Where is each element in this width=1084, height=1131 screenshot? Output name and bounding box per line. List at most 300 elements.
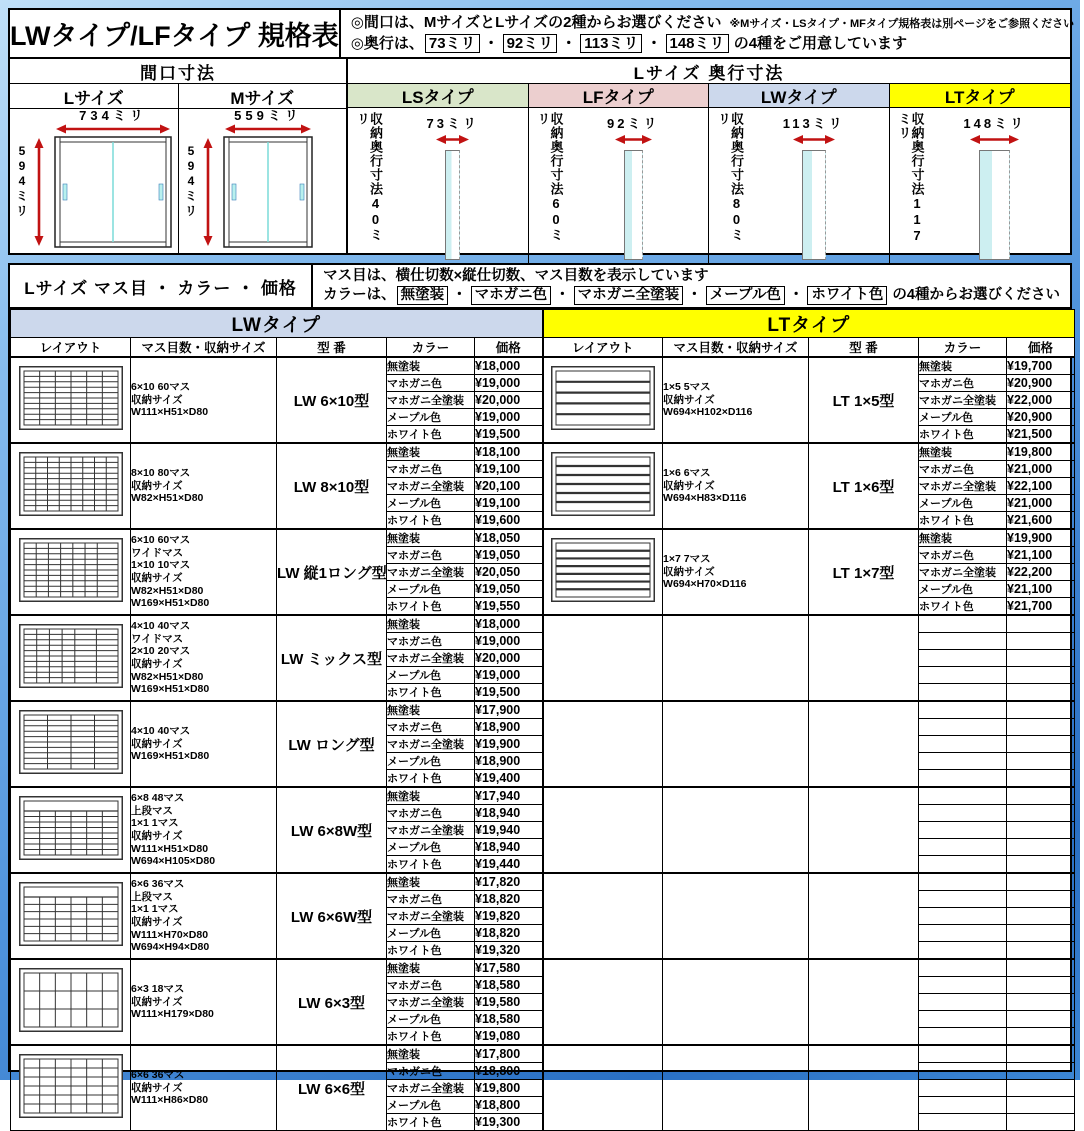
lw-color-name: 無塗装 <box>387 1045 475 1063</box>
lt-size-spec <box>663 615 809 701</box>
depth-type-header: LSタイプ <box>348 84 529 108</box>
lt-price-value <box>1007 633 1075 650</box>
lw-color-name: メープル色 <box>387 667 475 684</box>
lw-color-name: ホワイト色 <box>387 598 475 616</box>
depth-width-label: 92ミリ <box>607 116 660 131</box>
lw-color-name: メープル色 <box>387 495 475 512</box>
lw-size-spec <box>131 959 277 1045</box>
svg-text:ミ: ミ <box>16 189 29 203</box>
lw-color-name: 無塗装 <box>387 357 475 375</box>
depth-bar <box>445 150 460 260</box>
lw-color-name: マホガニ色 <box>387 805 475 822</box>
lt-price-value: ¥21,100 <box>1007 547 1075 564</box>
lw-model-number: LW 6×3型 <box>277 959 387 1045</box>
lt-color-name <box>919 1114 1007 1131</box>
lw-color-name: ホワイト色 <box>387 1114 475 1131</box>
size-spec-line: 収納サイズ <box>131 479 183 492</box>
lw-price-value: ¥18,000 <box>475 357 543 375</box>
lw-price-value: ¥18,000 <box>475 615 543 633</box>
lt-color-name: マホガニ色 <box>919 375 1007 392</box>
lw-color-name: メープル色 <box>387 753 475 770</box>
column-header: マス目数・収納サイズ <box>663 338 809 358</box>
lw-model-number: LW 6×10型 <box>277 357 387 443</box>
lt-model-number: LT 1×7型 <box>809 529 919 615</box>
lw-color-name: 無塗装 <box>387 701 475 719</box>
lt-model-number <box>809 873 919 959</box>
lw-color-name: メープル色 <box>387 1097 475 1114</box>
lt-size-spec <box>663 443 809 529</box>
option-separator: ・ <box>646 34 662 52</box>
table-row <box>11 787 1075 805</box>
size-spec-line: 6×8 48マス <box>131 792 185 805</box>
size-spec-line: 6×3 18マス <box>131 983 185 996</box>
svg-text:9: 9 <box>18 159 26 173</box>
depth-width-arrow <box>436 132 469 150</box>
width-size-headers <box>10 84 346 109</box>
option-separator: ・ <box>452 287 467 303</box>
lt-price-value: ¥22,100 <box>1007 478 1075 495</box>
lt-price-value <box>1007 1097 1075 1114</box>
size-spec-line: W111×H86×D80 <box>131 1094 209 1107</box>
lw-price-value: ¥18,820 <box>475 925 543 942</box>
depth-section-title: Lサイズ 奥行寸法 <box>348 59 1070 84</box>
depth-bar <box>979 150 1010 260</box>
lw-price-value: ¥19,000 <box>475 633 543 650</box>
color-note-suffix: の4種からお選びください <box>888 287 1060 303</box>
column-header: レイアウト <box>543 338 663 358</box>
width-section <box>10 59 348 253</box>
lw-price-value: ¥18,940 <box>475 839 543 856</box>
lw-price-value: ¥18,900 <box>475 753 543 770</box>
size-spec-line: W694×H94×D80 <box>131 941 210 954</box>
lw-color-name: メープル色 <box>387 409 475 426</box>
lt-layout-thumbnail <box>543 443 663 529</box>
depth-width-label: 113ミリ <box>782 116 845 131</box>
lw-color-name: 無塗装 <box>387 529 475 547</box>
lt-model-number <box>809 1045 919 1131</box>
lt-color-name <box>919 736 1007 753</box>
lw-color-name: マホガニ全塗装 <box>387 994 475 1011</box>
lw-price-value: ¥19,400 <box>475 770 543 788</box>
lt-color-name: メープル色 <box>919 495 1007 512</box>
lt-model-number <box>809 959 919 1045</box>
lt-size-spec <box>663 1045 809 1131</box>
price-table-block <box>8 263 1072 1129</box>
lt-price-value <box>1007 753 1075 770</box>
lw-color-name: ホワイト色 <box>387 512 475 530</box>
size-spec-line: 1×1 1マス <box>131 817 179 830</box>
depth-bar <box>802 150 826 260</box>
lw-price-value: ¥19,000 <box>475 375 543 392</box>
lw-color-name: マホガニ全塗装 <box>387 650 475 667</box>
table-row <box>11 701 1075 719</box>
size-spec-line: W82×H51×D80 <box>131 670 204 683</box>
lt-color-name: メープル色 <box>919 409 1007 426</box>
lt-color-name: マホガニ全塗装 <box>919 478 1007 495</box>
lw-model-number: LW ロング型 <box>277 701 387 787</box>
size-spec-line: W169×H51×D80 <box>131 597 210 610</box>
lt-color-name <box>919 650 1007 667</box>
size-spec-line: 収納サイズ <box>131 737 183 750</box>
lt-model-number <box>809 615 919 701</box>
lt-size-spec <box>663 787 809 873</box>
lw-color-name: ホワイト色 <box>387 426 475 444</box>
lw-price-value: ¥19,500 <box>475 426 543 444</box>
size-spec-line: W111×H51×D80 <box>131 842 209 855</box>
price-section-notes <box>313 265 1070 307</box>
lw-color-name: マホガニ色 <box>387 891 475 908</box>
lw-price-value: ¥20,000 <box>475 650 543 667</box>
size-spec-line: 収納サイズ <box>131 830 183 842</box>
lt-price-value <box>1007 805 1075 822</box>
svg-text:4: 4 <box>187 174 195 188</box>
size-spec-line: W169×H51×D80 <box>131 683 210 696</box>
lt-price-value: ¥21,500 <box>1007 426 1075 444</box>
depth-options-list <box>424 35 730 52</box>
size-spec-line: 収納サイズ <box>131 572 183 584</box>
column-header: 型 番 <box>277 338 387 358</box>
lw-color-name: マホガニ全塗装 <box>387 736 475 753</box>
lw-color-name: メープル色 <box>387 581 475 598</box>
depth-diagram <box>890 108 1071 264</box>
lt-price-value <box>1007 856 1075 874</box>
table-row <box>11 443 1075 461</box>
note1-sub: ※Mサイズ・LSタイプ・MFタイプ規格表は別ページをご参照ください <box>729 18 1075 31</box>
lt-color-name <box>919 1097 1007 1114</box>
lw-color-name: メープル色 <box>387 839 475 856</box>
lt-color-name <box>919 701 1007 719</box>
size-spec-line: W694×H70×D116 <box>663 578 747 591</box>
color-note <box>323 286 1060 305</box>
lw-price-value: ¥19,900 <box>475 736 543 753</box>
lw-color-name: ホワイト色 <box>387 1028 475 1046</box>
lt-price-value: ¥19,900 <box>1007 529 1075 547</box>
layout-grid-svg <box>19 538 123 602</box>
lt-color-name <box>919 822 1007 839</box>
lt-size-spec <box>663 873 809 959</box>
lt-model-number <box>809 701 919 787</box>
lw-price-value: ¥20,000 <box>475 392 543 409</box>
lw-price-value: ¥18,800 <box>475 1063 543 1080</box>
boxed-option: ホワイト色 <box>807 286 887 305</box>
svg-text:734ミリ: 734ミリ <box>79 108 148 123</box>
lt-color-name: マホガニ色 <box>919 547 1007 564</box>
lw-color-name: ホワイト色 <box>387 942 475 960</box>
lw-model-number: LW 8×10型 <box>277 443 387 529</box>
depth-bar-diagram <box>563 112 705 260</box>
lw-color-name: マホガニ色 <box>387 461 475 478</box>
lw-price-value: ¥20,050 <box>475 564 543 581</box>
size-spec-line: W111×H51×D80 <box>131 406 209 419</box>
lt-price-value <box>1007 736 1075 753</box>
lt-color-name <box>919 942 1007 960</box>
page-title: LWタイプ/LFタイプ 規格表 <box>10 10 341 57</box>
lw-color-name: ホワイト色 <box>387 684 475 702</box>
masume-note: マス目は、横仕切数×縦仕切数、マス目数を表示しています <box>323 268 709 285</box>
depth-bar-diagram <box>382 112 524 260</box>
size-spec-line: W111×H179×D80 <box>131 1008 214 1021</box>
header-notes <box>341 10 1084 57</box>
lt-model-number: LT 1×6型 <box>809 443 919 529</box>
lt-color-name <box>919 719 1007 736</box>
lw-color-name: 無塗装 <box>387 787 475 805</box>
lt-price-value <box>1007 1045 1075 1063</box>
size-spec-line: W82×H51×D80 <box>131 492 204 505</box>
lw-color-name: ホワイト色 <box>387 770 475 788</box>
lt-color-name <box>919 959 1007 977</box>
lt-price-value <box>1007 787 1075 805</box>
lw-price-value: ¥18,800 <box>475 1097 543 1114</box>
lw-color-name: マホガニ全塗装 <box>387 1080 475 1097</box>
option-separator: ・ <box>788 287 804 303</box>
size-spec-line: 収納サイズ <box>663 393 715 406</box>
lt-price-value <box>1007 977 1075 994</box>
lw-price-value: ¥18,100 <box>475 443 543 461</box>
size-spec-line: 収納サイズ <box>131 1081 183 1094</box>
lw-color-name: マホガニ色 <box>387 1063 475 1080</box>
depth-section <box>348 59 1070 253</box>
lt-price-value <box>1007 1114 1075 1131</box>
svg-text:559ミリ: 559ミリ <box>233 108 302 123</box>
lt-color-name <box>919 1063 1007 1080</box>
lw-price-value: ¥19,940 <box>475 822 543 839</box>
column-header: カラー <box>919 338 1007 358</box>
lw-price-value: ¥19,500 <box>475 684 543 702</box>
lt-color-name: マホガニ全塗装 <box>919 564 1007 581</box>
size-spec-line: 収納サイズ <box>131 658 183 670</box>
lw-size-spec <box>131 873 277 959</box>
depth-side-label: 収納奥行寸法117ミリ <box>896 112 925 244</box>
option-separator: ・ <box>483 34 499 52</box>
size-spec-line: 上段マス <box>131 804 173 817</box>
spec-table-wrap <box>10 309 1070 1129</box>
lt-price-value <box>1007 1011 1075 1028</box>
lt-size-spec <box>663 529 809 615</box>
size-spec-line: 収納サイズ <box>663 565 715 578</box>
lw-model-number: LW 6×6型 <box>277 1045 387 1131</box>
lw-price-value: ¥19,800 <box>475 1080 543 1097</box>
lt-layout-thumbnail <box>543 615 663 701</box>
layout-grid-svg <box>551 452 655 516</box>
lt-layout-thumbnail <box>543 787 663 873</box>
lt-size-spec <box>663 701 809 787</box>
lw-price-value: ¥17,940 <box>475 787 543 805</box>
lt-color-name: ホワイト色 <box>919 426 1007 444</box>
lt-color-name <box>919 667 1007 684</box>
size-spec-line: 1×7 7マス <box>663 553 711 566</box>
lt-color-name <box>919 1045 1007 1063</box>
table-row <box>11 615 1075 633</box>
lt-color-name <box>919 873 1007 891</box>
lt-price-value <box>1007 873 1075 891</box>
size-spec-line: 6×6 36マス <box>131 878 185 891</box>
width-col-header-l: Lサイズ <box>10 84 179 108</box>
lw-color-name: マホガニ色 <box>387 633 475 650</box>
lt-price-value <box>1007 1028 1075 1046</box>
lt-layout-thumbnail <box>543 959 663 1045</box>
lt-price-value: ¥20,900 <box>1007 375 1075 392</box>
lt-price-value <box>1007 839 1075 856</box>
size-spec-line: 6×6 36マス <box>131 1069 185 1082</box>
lt-color-name: ホワイト色 <box>919 598 1007 616</box>
lt-color-name: メープル色 <box>919 581 1007 598</box>
boxed-option: メープル色 <box>706 286 785 305</box>
lt-color-name <box>919 908 1007 925</box>
lt-color-name <box>919 805 1007 822</box>
header-note-1 <box>351 13 1074 33</box>
lt-color-name: 無塗装 <box>919 357 1007 375</box>
size-spec-line: 収納サイズ <box>131 393 183 406</box>
lt-price-value <box>1007 770 1075 788</box>
svg-text:ミ: ミ <box>184 189 197 203</box>
lt-color-name <box>919 753 1007 770</box>
lt-price-value <box>1007 959 1075 977</box>
lw-layout-thumbnail <box>11 873 131 959</box>
svg-text:5: 5 <box>187 144 195 158</box>
column-header: 価格 <box>475 338 543 358</box>
lt-color-name <box>919 615 1007 633</box>
lt-color-name: マホガニ全塗装 <box>919 392 1007 409</box>
lw-size-spec <box>131 443 277 529</box>
lt-price-value: ¥19,700 <box>1007 357 1075 375</box>
option-separator: ・ <box>561 34 577 52</box>
lw-model-number: LW 6×8W型 <box>277 787 387 873</box>
lw-color-name: マホガニ色 <box>387 719 475 736</box>
lt-price-value <box>1007 650 1075 667</box>
lt-color-name: 無塗装 <box>919 529 1007 547</box>
lt-color-name <box>919 977 1007 994</box>
column-header: マス目数・収納サイズ <box>131 338 277 358</box>
size-spec-line: 収納サイズ <box>663 479 715 492</box>
lt-layout-thumbnail <box>543 357 663 443</box>
lw-color-name: マホガニ色 <box>387 375 475 392</box>
lw-size-spec <box>131 787 277 873</box>
lt-layout-thumbnail <box>543 873 663 959</box>
size-spec-line: 1×10 10マス <box>131 559 191 572</box>
svg-text:リ: リ <box>184 204 197 218</box>
lt-price-value <box>1007 1080 1075 1097</box>
note2-suffix: の4種をご用意しています <box>729 34 908 52</box>
lt-color-name <box>919 839 1007 856</box>
lw-color-name: メープル色 <box>387 1011 475 1028</box>
size-spec-line: 4×10 40マス <box>131 725 191 738</box>
size-spec-line: ワイドマス <box>131 546 184 559</box>
lt-layout-thumbnail <box>543 529 663 615</box>
lw-price-value: ¥19,550 <box>475 598 543 616</box>
lt-color-name <box>919 633 1007 650</box>
boxed-option: 無塗装 <box>397 286 449 305</box>
size-spec-line: W111×H70×D80 <box>131 928 209 941</box>
lt-price-value <box>1007 701 1075 719</box>
lw-color-name: ホワイト色 <box>387 856 475 874</box>
size-spec-line: 収納サイズ <box>131 916 183 928</box>
cabinet-diagram-m <box>179 109 347 253</box>
lt-price-value <box>1007 615 1075 633</box>
lw-price-value: ¥20,100 <box>475 478 543 495</box>
depth-bar <box>624 150 643 260</box>
size-spec-line: 1×5 5マス <box>663 381 711 394</box>
lt-price-value: ¥21,100 <box>1007 581 1075 598</box>
lw-model-number: LW 縦1ロング型 <box>277 529 387 615</box>
lw-price-value: ¥19,000 <box>475 667 543 684</box>
lw-layout-thumbnail <box>11 959 131 1045</box>
lw-price-value: ¥18,900 <box>475 719 543 736</box>
svg-text:4: 4 <box>18 174 26 188</box>
lw-price-value: ¥19,300 <box>475 1114 543 1131</box>
lt-color-name: マホガニ色 <box>919 461 1007 478</box>
lt-price-value <box>1007 908 1075 925</box>
lt-price-value: ¥21,600 <box>1007 512 1075 530</box>
lt-size-spec <box>663 959 809 1045</box>
lt-model-number: LT 1×5型 <box>809 357 919 443</box>
dimension-diagrams-band <box>10 59 1070 253</box>
header-note-2 <box>351 34 1074 54</box>
lw-price-value: ¥19,320 <box>475 942 543 960</box>
color-note-prefix: カラーは、 <box>323 287 396 303</box>
lw-price-value: ¥18,820 <box>475 891 543 908</box>
option-separator: ・ <box>687 287 702 303</box>
depth-side-label: 収納奥行寸法60ミリ <box>535 112 564 242</box>
size-spec-line: W694×H83×D116 <box>663 492 747 505</box>
lw-color-name: メープル色 <box>387 925 475 942</box>
layout-grid-svg <box>19 624 123 688</box>
depth-types-grid <box>348 84 1070 253</box>
lw-layout-thumbnail <box>11 615 131 701</box>
size-spec-line: ワイドマス <box>131 632 184 645</box>
table-row <box>11 357 1075 375</box>
lt-price-value <box>1007 667 1075 684</box>
column-header: カラー <box>387 338 475 358</box>
lw-model-number: LW ミックス型 <box>277 615 387 701</box>
boxed-option: 73ミリ <box>425 34 480 53</box>
option-separator: ・ <box>555 287 570 303</box>
lw-price-value: ¥19,000 <box>475 409 543 426</box>
lw-price-value: ¥19,050 <box>475 547 543 564</box>
dimensions-block <box>8 8 1075 255</box>
column-header: 価格 <box>1007 338 1075 358</box>
width-col-header-m: Mサイズ <box>230 88 295 108</box>
lt-price-value <box>1007 925 1075 942</box>
boxed-option: 113ミリ <box>580 34 642 53</box>
lw-color-name: マホガニ全塗装 <box>387 478 475 495</box>
lw-layout-thumbnail <box>11 357 131 443</box>
lw-price-value: ¥19,080 <box>475 1028 543 1046</box>
size-spec-line: 8×10 80マス <box>131 467 191 480</box>
layout-grid-svg <box>19 796 123 860</box>
size-spec-line: W694×H102×D116 <box>663 406 753 419</box>
lw-size-spec <box>131 615 277 701</box>
boxed-option: マホガニ色 <box>471 286 552 305</box>
lt-color-name <box>919 770 1007 788</box>
size-spec-line: 6×10 60マス <box>131 534 191 547</box>
layout-grid-svg <box>19 1054 123 1118</box>
depth-width-label: 148ミリ <box>963 116 1027 131</box>
header-band <box>10 10 1075 59</box>
depth-diagram <box>529 108 710 264</box>
table-row <box>11 529 1075 547</box>
lt-color-name <box>919 856 1007 874</box>
lw-size-spec <box>131 701 277 787</box>
size-spec-line: 2×10 20マス <box>131 645 191 658</box>
lt-size-spec <box>663 357 809 443</box>
lt-color-name <box>919 1011 1007 1028</box>
lt-price-value <box>1007 994 1075 1011</box>
lt-price-value <box>1007 1063 1075 1080</box>
column-header: レイアウト <box>11 338 131 358</box>
boxed-option: 92ミリ <box>503 34 558 53</box>
boxed-option: マホガニ全塗装 <box>574 286 684 305</box>
lw-color-name: 無塗装 <box>387 615 475 633</box>
